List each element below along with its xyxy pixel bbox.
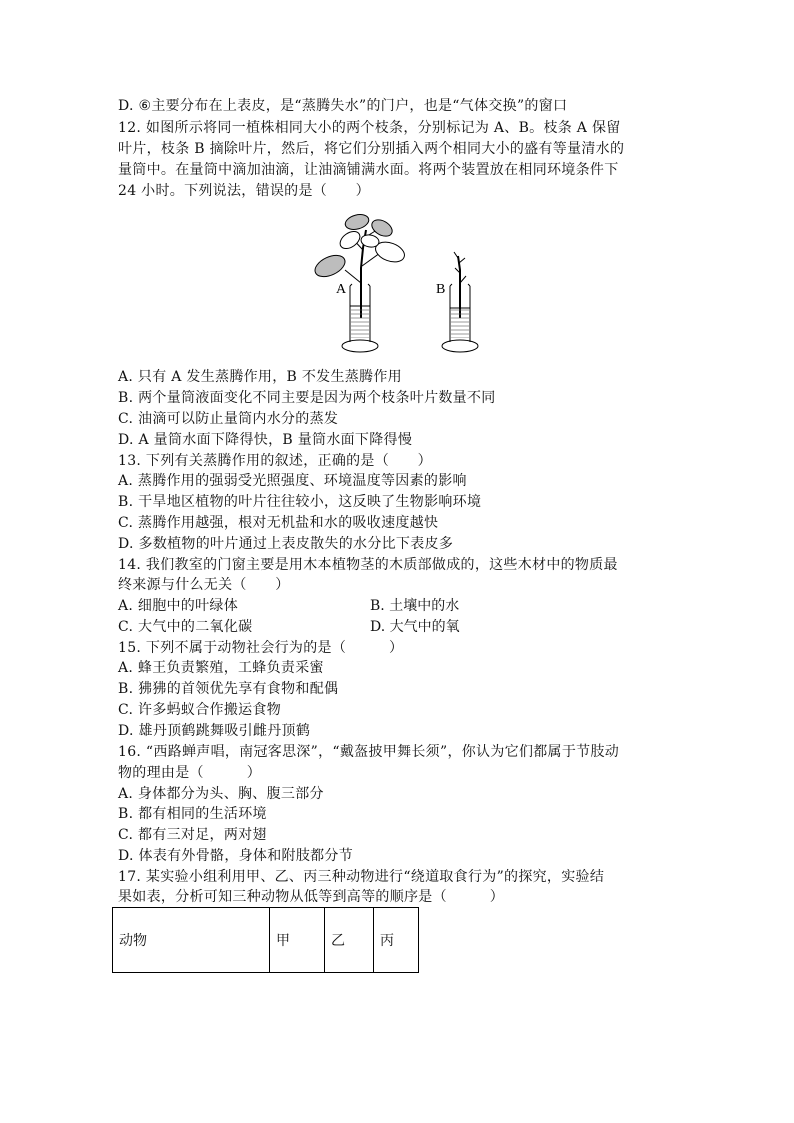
q17-stem-line-2: 果如表，分析可知三种动物从低等到高等的顺序是（ ） xyxy=(118,889,505,905)
q16-option-a: A. 身体都分为头、胸、腹三部分 xyxy=(118,786,324,802)
q12-option-a: A. 只有 A 发生蒸腾作用，B 不发生蒸腾作用 xyxy=(118,369,402,385)
q13-stem: 13. 下列有关蒸腾作用的叙述，正确的是（ ） xyxy=(118,453,432,469)
q15-option-c: C. 许多蚂蚁合作搬运食物 xyxy=(118,702,282,718)
q15-option-d: D. 雄丹顶鹤跳舞吸引雌丹顶鹤 xyxy=(118,723,311,739)
q14-option-d: D. 大气中的氧 xyxy=(370,619,460,635)
table-row xyxy=(113,908,419,973)
q12-stem-line-4: 24 小时。下列说法，错误的是（ ） xyxy=(118,183,370,199)
table-cell-yi: 乙 xyxy=(325,908,374,973)
q16-option-d: D. 体表有外骨骼，身体和附肢都分节 xyxy=(118,848,354,864)
q12-option-c: C. 油滴可以防止量筒内水分的蒸发 xyxy=(118,411,339,427)
table-cell-animal-header: 动物 xyxy=(113,908,270,973)
q13-option-b: B. 干旱地区植物的叶片往往较小，这反映了生物影响环境 xyxy=(118,494,482,510)
figure-label-a: A xyxy=(336,282,347,297)
q14-option-a: A. 细胞中的叶绿体 xyxy=(118,598,239,614)
q16-option-c: C. 都有三对足，两对翅 xyxy=(118,827,267,843)
q13-option-a: A. 蒸腾作用的强弱受光照强度、环境温度等因素的影响 xyxy=(118,473,467,489)
figure-label-b: B xyxy=(436,282,446,297)
q16-stem-line-1: 16. “西路蝉声唱，南冠客思深”，“戴盔披甲舞长须”，你认为它们都属于节肢动 xyxy=(118,744,620,760)
q13-option-d: D. 多数植物的叶片通过上表皮散失的水分比下表皮多 xyxy=(118,536,454,552)
q12-option-d: D. A 量筒水面下降得快，B 量筒水面下降得慢 xyxy=(118,432,413,448)
q14-option-b: B. 土壤中的水 xyxy=(370,598,460,614)
q15-option-b: B. 狒狒的首领优先享有食物和配偶 xyxy=(118,681,339,697)
q13-option-c: C. 蒸腾作用越强，根对无机盐和水的吸收速度越快 xyxy=(118,515,439,531)
branch-a-illustration xyxy=(312,212,407,318)
q17-stem-line-1: 17. 某实验小组利用甲、乙、丙三种动物进行“绕道取食行为”的探究，实验结 xyxy=(118,869,605,885)
q12-stem-line-2: 叶片，枝条 B 摘除叶片，然后，将它们分别插入两个相同大小的盛有等量清水的 xyxy=(118,141,625,157)
q11-option-d: D. ⑥主要分布在上表皮，是“蒸腾失水”的门户，也是“气体交换”的窗口 xyxy=(118,98,568,114)
table-cell-bing: 丙 xyxy=(374,908,419,973)
q12-stem-line-1: 12. 如图所示将同一植株相同大小的两个枝条，分别标记为 A、B。枝条 A 保留 xyxy=(118,120,621,136)
q14-option-c: C. 大气中的二氧化碳 xyxy=(118,619,253,635)
q14-stem-line-2: 终来源与什么无关（ ） xyxy=(118,577,290,593)
q17-results-table xyxy=(112,907,419,973)
q12-stem-line-3: 量筒中。在量筒中滴加油滴，让油滴铺满水面。将两个装置放在相同环境条件下 xyxy=(118,162,619,178)
q15-stem: 15. 下列不属于动物社会行为的是（ ） xyxy=(118,640,404,656)
transpiration-experiment-figure xyxy=(300,208,500,358)
q15-option-a: A. 蜂王负责繁殖，工蜂负责采蜜 xyxy=(118,660,324,676)
q14-stem-line-1: 14. 我们教室的门窗主要是用木本植物茎的木质部做成的，这些木材中的物质最 xyxy=(118,557,618,573)
table-cell-jia: 甲 xyxy=(270,908,325,973)
q12-option-b: B. 两个量筒液面变化不同主要是因为两个枝条叶片数量不同 xyxy=(118,390,496,406)
q16-stem-line-2: 物的理由是（ ） xyxy=(118,765,261,781)
q16-option-b: B. 都有相同的生活环境 xyxy=(118,806,267,822)
